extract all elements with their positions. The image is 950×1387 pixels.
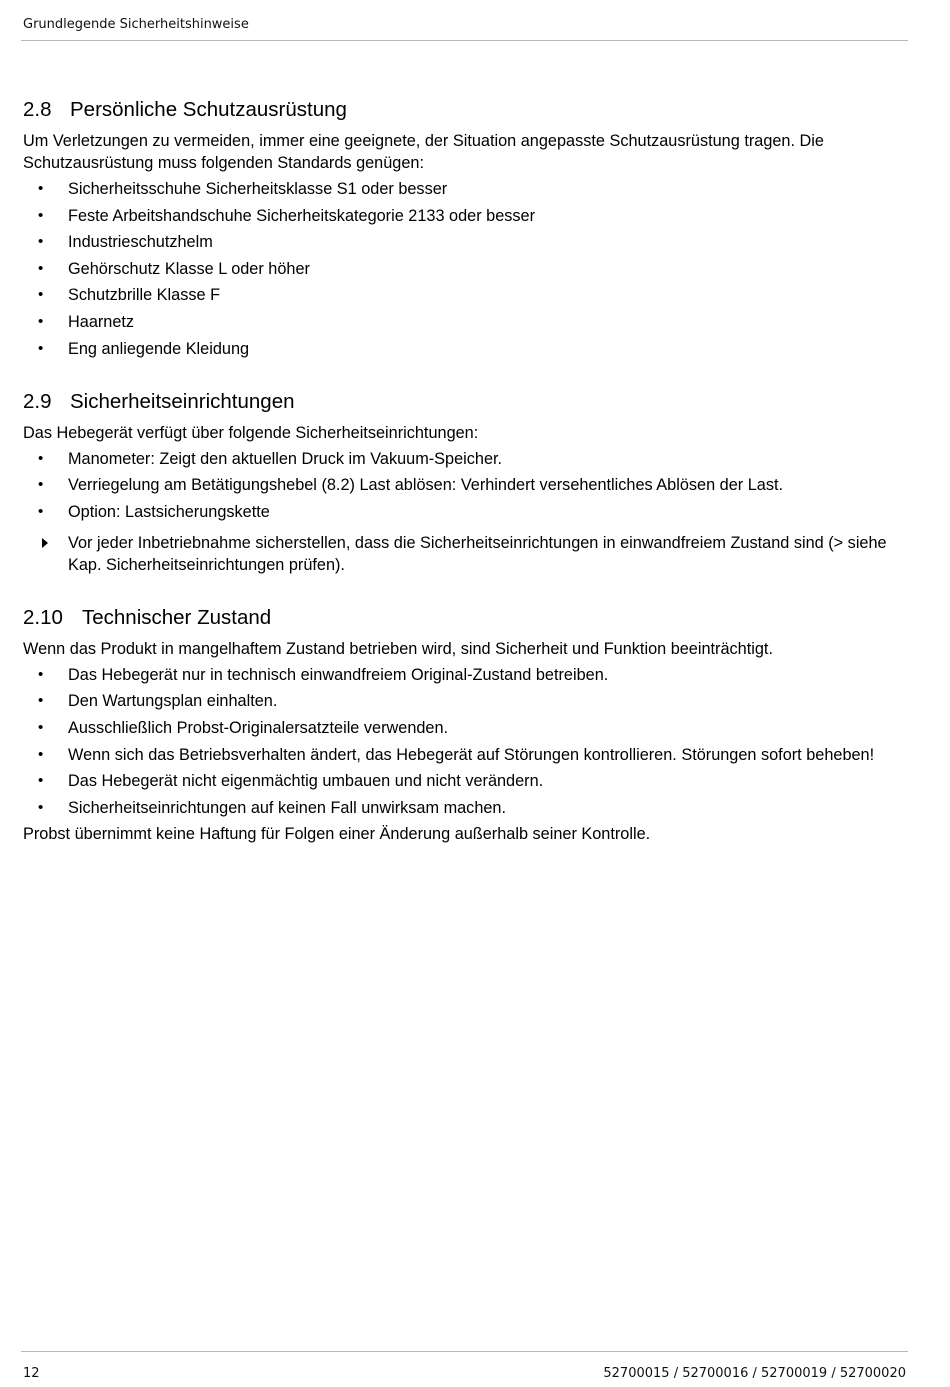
- bullet-icon: •: [38, 233, 44, 251]
- section-title: Persönliche Schutzausrüstung: [70, 98, 347, 121]
- bullet-icon: •: [38, 692, 44, 710]
- section-2-10: [23, 605, 903, 846]
- bullet-icon: •: [38, 259, 44, 277]
- bullet-icon: •: [38, 476, 44, 494]
- bullet-list: [23, 448, 903, 523]
- bullet-icon: •: [38, 718, 44, 736]
- list-item: • Industrieschutzhelm: [38, 233, 213, 252]
- list-item: • Schutzbrille Klasse F: [38, 286, 221, 305]
- document-body: [23, 97, 903, 874]
- section-2-8: [23, 97, 903, 360]
- document-numbers: 52700015 / 52700016 / 52700019 / 52700020: [603, 1366, 906, 1381]
- section-intro: Um Verletzungen zu vermeiden, immer eine geeignete, der Situation angepasste Schutzausrüstung tragen. Die Schutzausrüstung muss folgenden Standards genügen:: [23, 132, 824, 172]
- bullet-list: [23, 664, 903, 819]
- list-item: • Eng anliegende Kleidung: [38, 339, 250, 358]
- bullet-icon: •: [38, 206, 44, 224]
- section-title: Sicherheitseinrichtungen: [70, 389, 295, 413]
- list-item: • Option: Lastsicherungskette: [38, 502, 270, 521]
- bullet-icon: •: [38, 745, 44, 763]
- bullet-icon: •: [38, 772, 44, 790]
- header-title: Grundlegende Sicherheitshinweise: [23, 17, 249, 32]
- list-item: • Das Hebegerät nur in technisch einwandfreiem Original-Zustand betreiben.: [38, 665, 609, 684]
- arrow-right-icon: [42, 538, 48, 548]
- list-item: • Haarnetz: [38, 312, 135, 331]
- bullet-icon: •: [38, 449, 44, 467]
- list-item: • Verriegelung am Betätigungshebel (8.2) Last ablösen: Verhindert versehentliches Ablösen der Last.: [38, 476, 784, 495]
- bullet-icon: •: [38, 180, 44, 197]
- bullet-icon: •: [38, 502, 44, 520]
- section-intro: Das Hebegerät verfügt über folgende Sicherheitseinrichtungen:: [23, 423, 479, 442]
- bullet-icon: •: [38, 665, 44, 683]
- page-number: 12: [23, 1366, 40, 1381]
- bullet-icon: •: [38, 798, 44, 816]
- closing-statement: Probst übernimmt keine Haftung für Folgen einer Änderung außerhalb seiner Kontrolle.: [23, 825, 651, 844]
- action-instruction: Vor jeder Inbetriebnahme sicherstellen, dass die Sicherheitseinrichtungen in einwandfreiem Zustand sind (> siehe Kap. Sicherheitseinrichtungen prüfen).: [23, 532, 903, 576]
- bullet-icon: •: [38, 286, 44, 304]
- list-item: • Das Hebegerät nicht eigenmächtig umbauen und nicht verändern.: [38, 772, 544, 791]
- bullet-list: [23, 178, 903, 360]
- section-heading: [23, 605, 903, 631]
- list-item: • Manometer: Zeigt den aktuellen Druck im Vakuum-Speicher.: [38, 449, 503, 468]
- list-item: • Feste Arbeitshandschuhe Sicherheitskategorie 2133 oder besser: [38, 206, 536, 225]
- section-title: Technischer Zustand: [82, 605, 272, 629]
- list-item: • Sicherheitsschuhe Sicherheitsklasse S1 oder besser: [38, 180, 448, 198]
- list-item: • Wenn sich das Betriebsverhalten ändert, das Hebegerät auf Störungen kontrollieren. Störungen sofort beheben!: [38, 745, 875, 764]
- section-number: 2.8: [23, 98, 52, 121]
- list-item: • Ausschließlich Probst-Originalersatzteile verwenden.: [38, 718, 449, 737]
- bullet-icon: •: [38, 312, 44, 330]
- page-footer: [21, 1351, 908, 1382]
- section-heading: [23, 97, 903, 123]
- section-heading: [23, 389, 903, 415]
- list-item: • Sicherheitseinrichtungen auf keinen Fall unwirksam machen.: [38, 798, 507, 817]
- page-header: [21, 17, 908, 41]
- list-item: • Gehörschutz Klasse L oder höher: [38, 259, 310, 278]
- section-2-9: [23, 389, 903, 576]
- section-number: 2.10: [23, 605, 63, 629]
- list-item: • Den Wartungsplan einhalten.: [38, 692, 278, 711]
- section-number: 2.9: [23, 389, 52, 413]
- bullet-icon: •: [38, 339, 44, 357]
- section-intro: Wenn das Produkt in mangelhaftem Zustand betrieben wird, sind Sicherheit und Funktion beeinträchtigt.: [23, 639, 773, 658]
